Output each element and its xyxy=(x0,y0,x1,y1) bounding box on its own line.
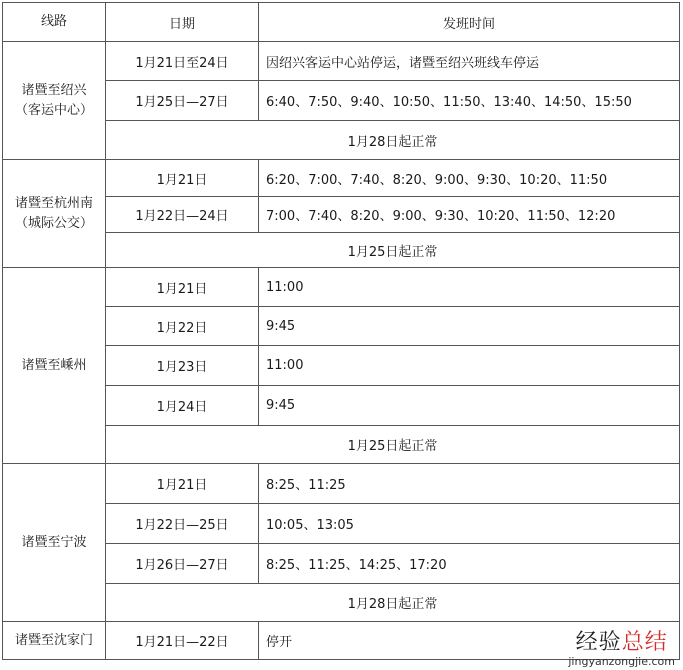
times-cell: 9:45 xyxy=(259,307,680,346)
times-cell: 停开 xyxy=(259,622,680,660)
date-cell: 1月22日—24日 xyxy=(106,197,259,233)
route-name-line: 诸暨至嵊州 xyxy=(21,357,87,373)
route-name-subline: （客运中心） xyxy=(14,102,93,118)
header-route: 线路 xyxy=(3,3,106,42)
route-name-line: 诸暨至杭州南 xyxy=(14,195,93,211)
route-name-shenjiamen xyxy=(3,622,106,660)
times-cell: 8:25、11:25、14:25、17:20 xyxy=(259,544,680,584)
date-cell: 1月21日 xyxy=(106,268,259,307)
route-name-hangzhou-south xyxy=(3,160,106,268)
route-name-line: 诸暨至沈家门 xyxy=(14,632,93,648)
route-name-line: 诸暨至宁波 xyxy=(21,534,87,550)
date-cell: 1月22日 xyxy=(106,307,259,346)
route-name-ningbo xyxy=(3,464,106,622)
date-cell: 1月23日 xyxy=(106,346,259,386)
times-cell: 8:25、11:25 xyxy=(259,464,680,504)
resume-note: 1月28日起正常 xyxy=(106,121,680,160)
table-row xyxy=(3,160,680,197)
times-cell: 9:45 xyxy=(259,386,680,426)
resume-note: 1月28日起正常 xyxy=(106,584,680,622)
resume-note: 1月25日起正常 xyxy=(106,233,680,268)
table-row xyxy=(3,268,680,307)
route-name-shaoxing xyxy=(3,42,106,160)
date-cell: 1月21日 xyxy=(106,464,259,504)
watermark-brand-b: 总结 xyxy=(621,630,668,655)
watermark-brand-a: 经验 xyxy=(575,630,622,655)
table-header-row xyxy=(3,3,680,42)
date-cell: 1月22日—25日 xyxy=(106,504,259,544)
times-cell: 7:00、7:40、8:20、9:00、9:30、10:20、11:50、12:20 xyxy=(259,197,680,233)
header-times: 发班时间 xyxy=(259,3,680,42)
date-cell: 1月21日至24日 xyxy=(106,42,259,81)
date-cell: 1月26日—27日 xyxy=(106,544,259,584)
bus-schedule-table xyxy=(2,2,680,660)
resume-note: 1月25日起正常 xyxy=(106,426,680,464)
times-cell: 11:00 xyxy=(259,268,680,307)
date-cell: 1月21日 xyxy=(106,160,259,197)
route-name-shengzhou xyxy=(3,268,106,464)
watermark-url: jingyanzongjie.com xyxy=(568,655,675,668)
times-cell: 10:05、13:05 xyxy=(259,504,680,544)
table-row xyxy=(3,464,680,504)
date-cell: 1月25日—27日 xyxy=(106,81,259,121)
times-cell: 因绍兴客运中心站停运，诸暨至绍兴班线车停运 xyxy=(259,42,680,81)
table-row xyxy=(3,42,680,81)
header-date: 日期 xyxy=(106,3,259,42)
date-cell: 1月24日 xyxy=(106,386,259,426)
times-cell: 6:40、7:50、9:40、10:50、11:50、13:40、14:50、15:50 xyxy=(259,81,680,121)
route-name-line: 诸暨至绍兴 xyxy=(21,82,87,98)
table-row xyxy=(3,622,680,660)
times-cell: 11:00 xyxy=(259,346,680,386)
date-cell: 1月21日—22日 xyxy=(106,622,259,660)
route-name-subline: （城际公交） xyxy=(14,215,93,231)
times-cell: 6:20、7:00、7:40、8:20、9:00、9:30、10:20、11:50 xyxy=(259,160,680,197)
